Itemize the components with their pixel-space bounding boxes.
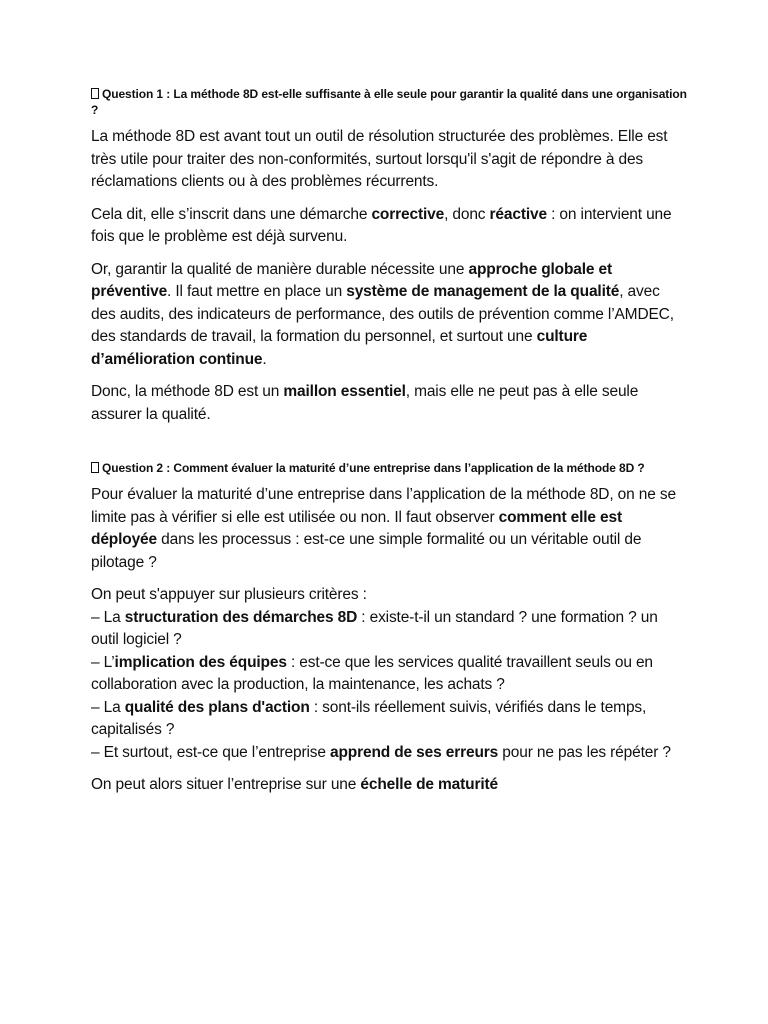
text-run: : sont-ils réellement suivis, vérifiés dans le temps, capitalisés ?	[91, 698, 647, 738]
q2-paragraph-2-criteria	[91, 584, 687, 764]
bold-run: approche globale et préventive	[91, 260, 613, 300]
q2-paragraph-3	[91, 774, 687, 797]
text-run: – L’	[91, 653, 115, 671]
q2-paragraph-1	[91, 484, 687, 574]
bold-run: comment elle est déployée	[91, 508, 623, 548]
text-run: Cela dit, elle s’inscrit dans une démarche	[91, 205, 372, 223]
text-run: : est-ce que les services qualité travaillent seuls ou en collaboration avec la production, la maintenance, les achats ?	[91, 653, 653, 693]
bold-run: apprend de ses erreurs	[329, 743, 499, 761]
q1-paragraph-1: La méthode 8D est avant tout un outil de résolution structurée des problèmes. Elle est très utile pour traiter des non-conformités, surtout lorsqu'il s'agit de répondre à des réclamations clients ou à des problèmes récurrents.	[91, 128, 668, 190]
text-run: – La	[91, 698, 125, 716]
text-run: , mais elle ne peut pas à elle seule assurer la qualité.	[91, 383, 639, 423]
text-run: dans les processus : est-ce une simple formalité ou un véritable outil de pilotage ?	[91, 531, 642, 571]
text-run: . Il faut mettre en place un	[167, 283, 347, 300]
q1-paragraph-2	[91, 204, 687, 249]
missing-glyph-icon	[91, 462, 99, 473]
text-run: – Et surtout, est-ce que l’entreprise	[91, 743, 330, 761]
bold-run: structuration des démarches 8D	[124, 608, 358, 626]
bold-run: culture d’amélioration continue	[91, 328, 588, 368]
criteria-intro: On peut s'appuyer sur plusieurs critères :	[91, 586, 367, 603]
question-1-heading	[91, 86, 687, 118]
question-2-title: Question 2 : Comment évaluer la maturité d’une entreprise dans l’application de la méthode 8D ?	[102, 461, 645, 475]
text-run: : existe-t-il un standard ? une formation ? un outil logiciel ?	[91, 608, 658, 648]
text-run: – La	[91, 608, 125, 626]
text-run: , avec des audits, des indicateurs de performance, des outils de prévention comme l’AMDEC, des standards de travail, la formation du personnel, et surtout une	[91, 283, 674, 345]
question-1-title: Question 1 : La méthode 8D est-elle suffisante à elle seule pour garantir la qualité dans une organisation ?	[91, 87, 687, 117]
text-run: Or, garantir la qualité de manière durable nécessite une	[91, 260, 469, 278]
text-run: : on intervient une fois que le problème est déjà survenu.	[91, 205, 672, 245]
text-run: Donc, la méthode 8D est un	[91, 383, 284, 400]
q1-paragraph-4	[91, 381, 687, 426]
text-run: On peut alors situer l’entreprise sur une	[91, 776, 361, 793]
q1-paragraph-3	[91, 259, 687, 372]
section-spacer	[91, 436, 687, 460]
text-run: Pour évaluer la maturité d’une entreprise dans l’application de la méthode 8D, on ne se limite pas à vérifier si elle est utilisée ou non. Il faut observer	[91, 486, 676, 526]
text-run: , donc	[444, 205, 490, 223]
question-2-heading	[91, 460, 687, 476]
bold-run: maillon essentiel	[283, 383, 406, 400]
bold-run: implication des équipes	[114, 653, 287, 671]
bold-run: réactive	[489, 205, 547, 223]
text-run: .	[262, 350, 267, 368]
bold-run: qualité des plans d'action	[124, 698, 310, 716]
bold-run: système de management de la qualité	[346, 283, 620, 300]
missing-glyph-icon	[91, 88, 99, 99]
text-run: pour ne pas les répéter ?	[498, 743, 671, 761]
bold-run: corrective	[371, 205, 445, 223]
document-page	[91, 86, 687, 807]
bold-run: échelle de maturité	[360, 776, 498, 793]
